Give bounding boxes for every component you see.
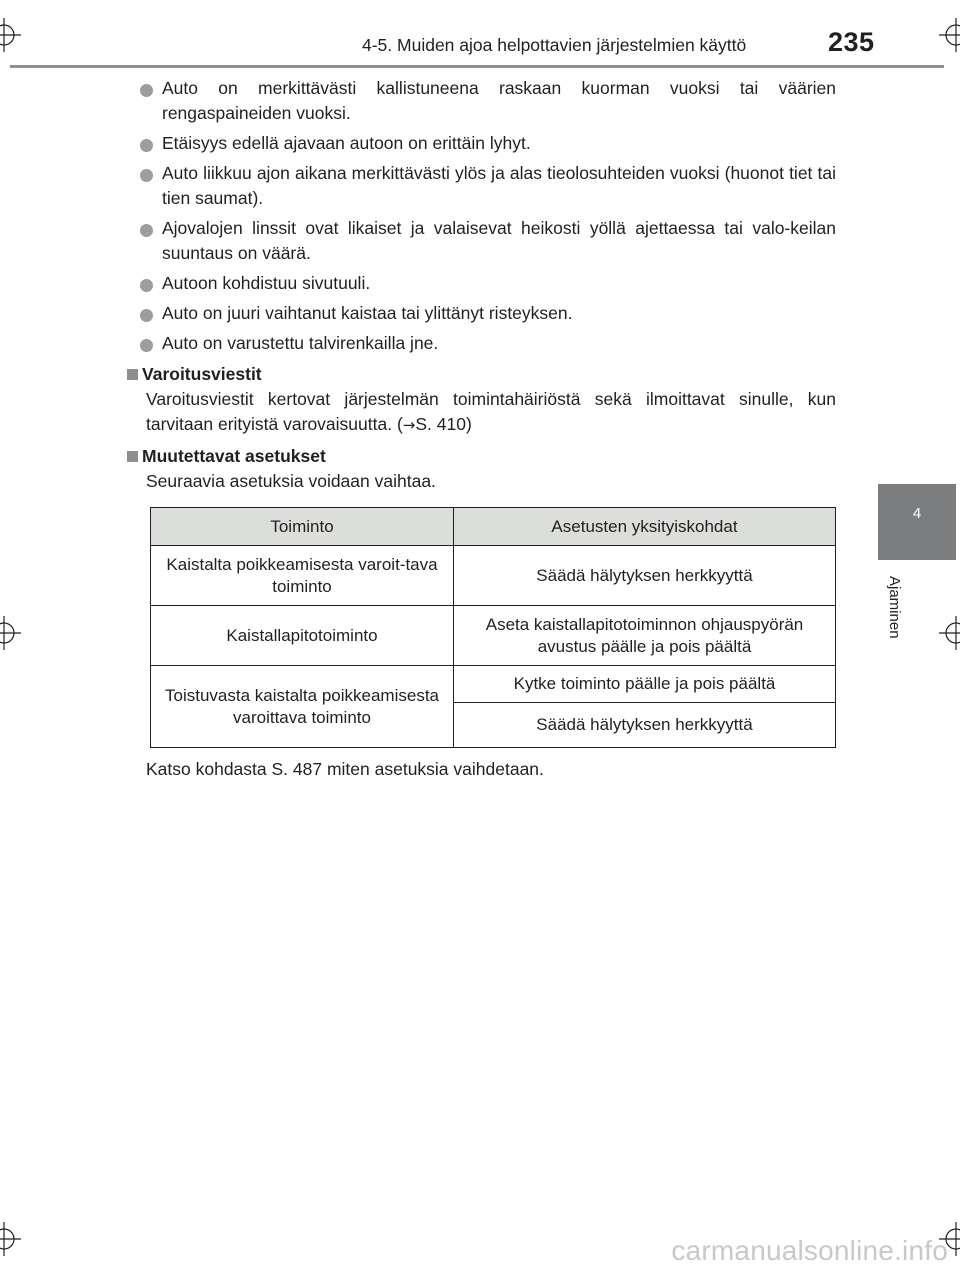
column-header-details: Asetusten yksityiskohdat (454, 508, 836, 546)
bullet-icon (140, 339, 153, 352)
chapter-label: Ajaminen (886, 576, 903, 639)
warnings-heading: Varoitusviestit (126, 362, 836, 387)
chapter-number: 4 (912, 505, 922, 522)
bullet-icon (140, 84, 153, 97)
arrow-right-icon: → (402, 416, 416, 434)
table-row (151, 666, 836, 703)
list-item: Ajovalojen linssit ovat likaiset ja valaisevat heikosti yöllä ajettaessa tai valo-keilan suuntaus on väärä. (126, 216, 836, 266)
registration-mark-mid-right (939, 616, 960, 650)
chapter-tab (878, 484, 956, 560)
table-row (151, 546, 836, 606)
condition-list (126, 76, 836, 356)
settings-footer-note: Katso kohdasta S. 487 miten asetuksia vaihdetaan. (146, 759, 544, 779)
table-cell: Säädä hälytyksen herkkyyttä (454, 703, 836, 748)
settings-heading: Muutettavat asetukset (126, 444, 836, 469)
list-item: Auto on varustettu talvirenkailla jne. (126, 331, 836, 356)
page-reference[interactable]: S. 410) (415, 414, 472, 434)
column-header-function: Toiminto (151, 508, 454, 546)
bullet-icon (140, 224, 153, 237)
header-rule (10, 65, 944, 68)
settings-section (126, 444, 836, 782)
page-number: 235 (828, 27, 875, 57)
watermark: carmanualsonline.info (671, 1235, 948, 1266)
list-item: Autoon kohdistuu sivutuuli. (126, 271, 836, 296)
table-cell: Kaistalta poikkeamisesta varoit-tava toiminto (151, 546, 454, 606)
table-cell: Säädä hälytyksen herkkyyttä (454, 546, 836, 606)
table-header-row (151, 508, 836, 546)
bullet-icon (140, 309, 153, 322)
page-header (10, 24, 944, 68)
table-cell: Kytke toiminto päälle ja pois päältä (454, 666, 836, 703)
bullet-icon (140, 169, 153, 182)
table-cell: Aseta kaistallapitotoiminnon ohjauspyörän avustus päälle ja pois päältä (454, 606, 836, 666)
square-bullet-icon (127, 369, 138, 380)
settings-table-wrap (150, 507, 836, 748)
section-title: 4-5. Muiden ajoa helpottavien järjestelmien käyttö (362, 35, 747, 55)
table-row (151, 606, 836, 666)
bullet-icon (140, 279, 153, 292)
table-cell: Toistuvasta kaistalta poikkeamisesta varoittava toiminto (151, 666, 454, 748)
list-item: Auto liikkuu ajon aikana merkittävästi ylös ja alas tieolosuhteiden vuoksi (huonot tiet tai tien saumat). (126, 161, 836, 211)
settings-table (150, 507, 836, 748)
list-item: Etäisyys edellä ajavaan autoon on erittäin lyhyt. (126, 131, 836, 156)
main-content (126, 76, 836, 782)
registration-mark-mid-left (0, 616, 21, 650)
square-bullet-icon (127, 451, 138, 462)
registration-mark-bottom-left (0, 1222, 21, 1256)
settings-intro: Seuraavia asetuksia voidaan vaihtaa. (146, 471, 436, 491)
warnings-section (126, 362, 836, 438)
warnings-body: Varoitusviestit kertovat järjestelmän toimintahäiriöstä sekä ilmoittavat sinulle, kun tarvitaan erityistä varovaisuutta. (→S. 410) (146, 389, 836, 434)
list-item: Auto on merkittävästi kallistuneena raskaan kuorman vuoksi tai väärien rengaspaineiden vuoksi. (126, 76, 836, 126)
list-item: Auto on juuri vaihtanut kaistaa tai ylittänyt risteyksen. (126, 301, 836, 326)
bullet-icon (140, 139, 153, 152)
table-cell: Kaistallapitotoiminto (151, 606, 454, 666)
